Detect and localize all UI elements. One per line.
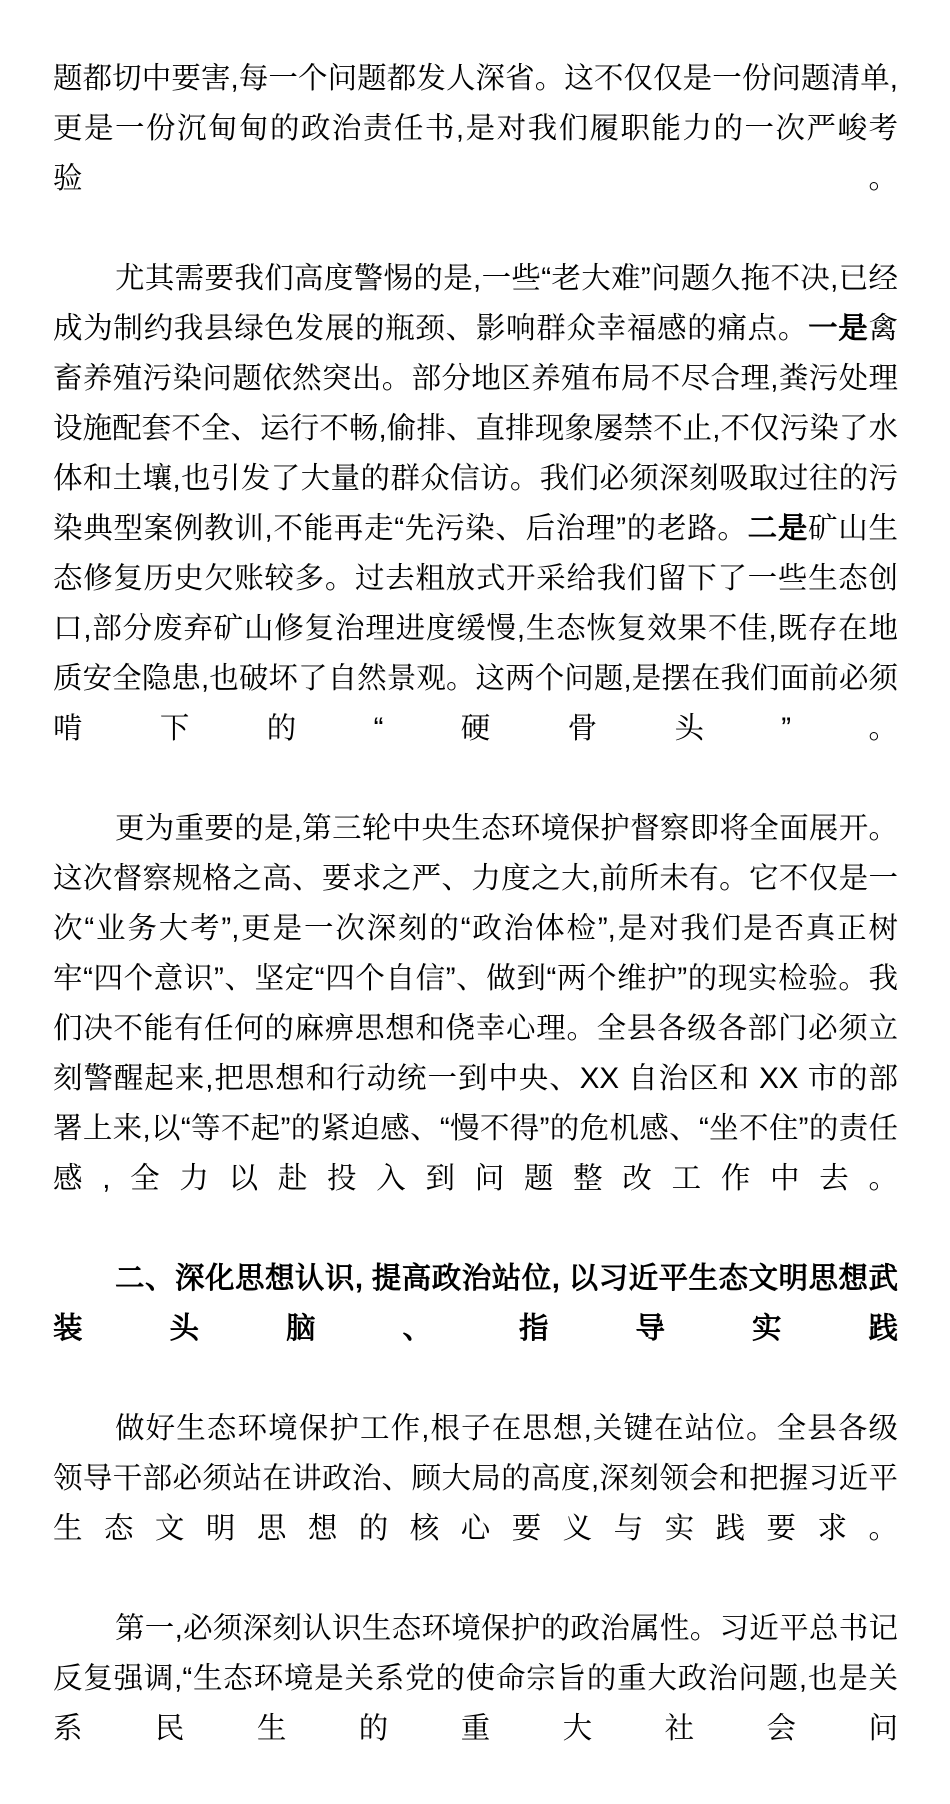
bold-text-run: 二、深化思想认识, 提高政治站位, 以习近平生态文明思想武装头脑、指导实践 bbox=[53, 1262, 898, 1345]
text-run: 更为重要的是,第三轮中央生态环境保护督察即将全面展开。这次督察规格之高、要求之严、力度之大,前所未有。它不仅是一次“业务大考”,更是一次深刻的“政治体检”,是对我们是否真正树牢“四个意识”、坚定“四个自信”、做到“两个维护”的现实检验。我们决不能有任何的麻痹思想和侥幸心理。全县各级各部门必须立刻警醒起来,把思想和行动统一到中央、XX 自治区和 XX 市的部署上来,以“等不起”的紧迫感、“慢不得”的危机感、“坐不住”的责任感,全力以赴投入到问题整改工作中去。 bbox=[53, 812, 898, 1195]
body-paragraph bbox=[53, 1604, 898, 1804]
body-paragraph bbox=[53, 804, 898, 1254]
section-heading bbox=[53, 1254, 898, 1404]
bold-text-run: 二是 bbox=[747, 512, 809, 545]
text-run: 矿山生态修复历史欠账较多。过去粗放式开采给我们留下了一些生态创口,部分废弃矿山修复治理进度缓慢,生态恢复效果不佳,既存在地质安全隐患,也破坏了自然景观。这两个问题,是摆在我们面前必须啃下的“硬骨头”。 bbox=[53, 512, 898, 745]
text-run: 禽畜养殖污染问题依然突出。部分地区养殖布局不尽合理,粪污处理设施配套不全、运行不畅,偷排、直排现象屡禁不止,不仅污染了水体和土壤,也引发了大量的群众信访。我们必须深刻吸取过往的污染典型案例教训,不能再走“先污染、后治理”的老路。 bbox=[53, 312, 898, 545]
text-run: 题都切中要害,每一个问题都发人深省。这不仅仅是一份问题清单,更是一份沉甸甸的政治责任书,是对我们履职能力的一次严峻考验。 bbox=[53, 62, 898, 195]
bold-text-run: 一是 bbox=[808, 312, 869, 345]
body-paragraph bbox=[53, 54, 898, 254]
text-run: 尤其需要我们高度警惕的是,一些“老大难”问题久拖不决,已经成为制约我县绿色发展的瓶颈、影响群众幸福感的痛点。 bbox=[53, 262, 898, 345]
text-run: 第一,必须深刻认识生态环境保护的政治属性。习近平总书记反复强调,“生态环境是关系党的使命宗旨的重大政治问题,也是关系民生的重大社会问 bbox=[53, 1612, 898, 1745]
text-run: 做好生态环境保护工作,根子在思想,关键在站位。全县各级领导干部必须站在讲政治、顾大局的高度,深刻领会和把握习近平生态文明思想的核心要义与实践要求。 bbox=[53, 1412, 898, 1545]
document-text-body bbox=[53, 54, 898, 1804]
body-paragraph bbox=[53, 254, 898, 804]
body-paragraph bbox=[53, 1404, 898, 1604]
